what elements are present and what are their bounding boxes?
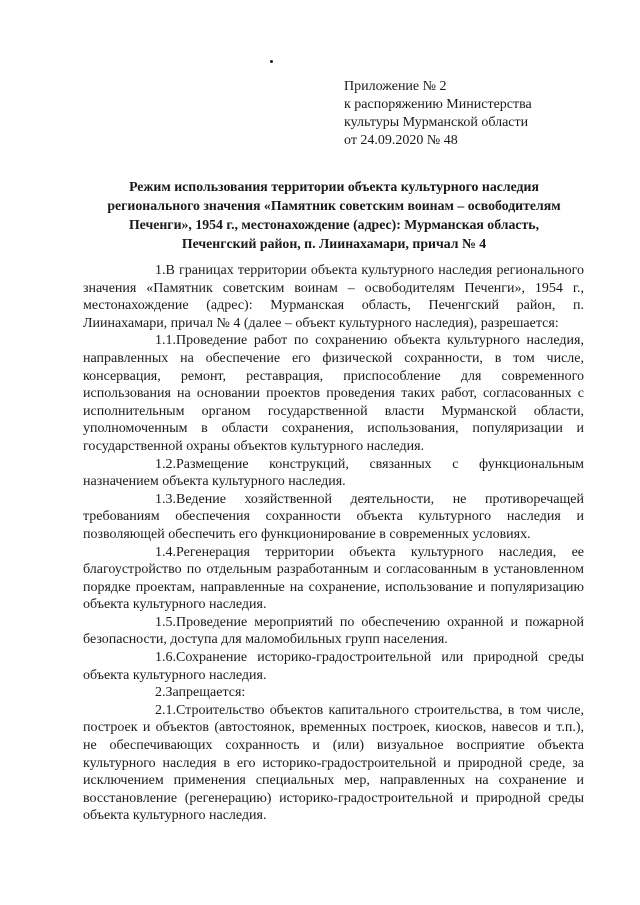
paragraph-1: [83, 262, 584, 332]
paragraph-1-2: [83, 456, 584, 491]
appendix-line: к распоряжению Министерства: [344, 97, 532, 112]
paragraph-number: 2.1.: [155, 702, 176, 718]
paragraph-text: Сохранение историко-градостроительной или природной среды объекта культурного наследия.: [83, 650, 584, 683]
paragraph-number: 1.: [155, 263, 166, 278]
paragraph-text: Строительство объектов капитального строительства, в том числе, построек и объектов (автостоянок, временных построек, киосков, навесов и т.п.), не обеспечивающих сохранность и (или) визуальное восприятие объекта культурного наследия в его историко-градостроительной и природной среде, за исключением применения специальных мер, направленных на сохранение и восстановление (регенерацию) историко-градостроительной и природной среды объекта культурного наследия.: [83, 702, 584, 824]
paragraph-text: Размещение конструкций, связанных с функциональным назначением объекта культурного наследия.: [83, 456, 584, 490]
document-body: [83, 262, 584, 825]
paragraph-text: Регенерация территории объекта культурного наследия, ее благоустройство по отдельным разработанным и согласованным в установленном порядке проектам, направленные на сохранение, использование и популяризацию объекта культурного наследия.: [83, 544, 584, 613]
paragraph-2-1: [83, 702, 584, 825]
appendix-line: Приложение № 2: [344, 79, 447, 94]
paragraph-number: 1.6.: [155, 650, 176, 666]
appendix-line: от 24.09.2020 № 48: [344, 133, 458, 148]
paragraph-number: 1.2.: [155, 456, 176, 472]
paragraph-number: 1.1.: [155, 333, 176, 349]
paragraph-text: Запрещается:: [165, 685, 246, 701]
paragraph-text: Проведение работ по сохранению объекта культурного наследия, направленных на обеспечение его физической сохранности, в том числе, консервация, ремонт, реставрация, приспособление для современного использования на основании проектов проведения таких работ, согласованных с исполнительным органом государственной власти Мурманской области, уполномоченным в области сохранения, использования, популяризации и государственной охраны объектов культурного наследия.: [83, 333, 584, 454]
scan-dot: [270, 60, 273, 63]
paragraph-text: Ведение хозяйственной деятельности, не противоречащей требованиям обеспечения сохранности объекта культурного наследия и позволяющей обеспечить его функционирование в современных условиях.: [83, 491, 584, 542]
paragraph-1-3: [83, 491, 584, 544]
appendix-line: культуры Мурманской области: [344, 115, 529, 130]
paragraph-1-4: [83, 544, 584, 614]
paragraph-1-6: [83, 649, 584, 684]
appendix-header: [344, 78, 532, 150]
paragraph-number: 2.: [155, 685, 166, 701]
paragraph-2: [83, 684, 584, 702]
paragraph-number: 1.5.: [155, 614, 176, 630]
paragraph-text: В границах территории объекта культурного наследия регионального значения «Памятник советским воинам – освободителям Печенги», 1954 г., местонахождение (адрес): Мурманская область, Печенгский район, п. Лиинахамари, причал № 4 (далее – объект культурного наследия), разрешается:: [83, 263, 584, 331]
paragraph-number: 1.3.: [155, 491, 176, 507]
paragraph-1-1: [83, 332, 584, 455]
paragraph-text: Проведение мероприятий по обеспечению охранной и пожарной безопасности, доступа для маломобильных групп населения.: [83, 614, 584, 648]
paragraph-number: 1.4.: [155, 544, 176, 560]
document-title: Режим использования территории объекта культурного наследия регионального значения «Памятник советским воинам – освободителям Печенги», 1954 г., местонахождение (адрес): Мурманская область, Печенгский район, п. Лиинахамари, причал № 4: [107, 179, 561, 251]
paragraph-1-5: [83, 614, 584, 649]
